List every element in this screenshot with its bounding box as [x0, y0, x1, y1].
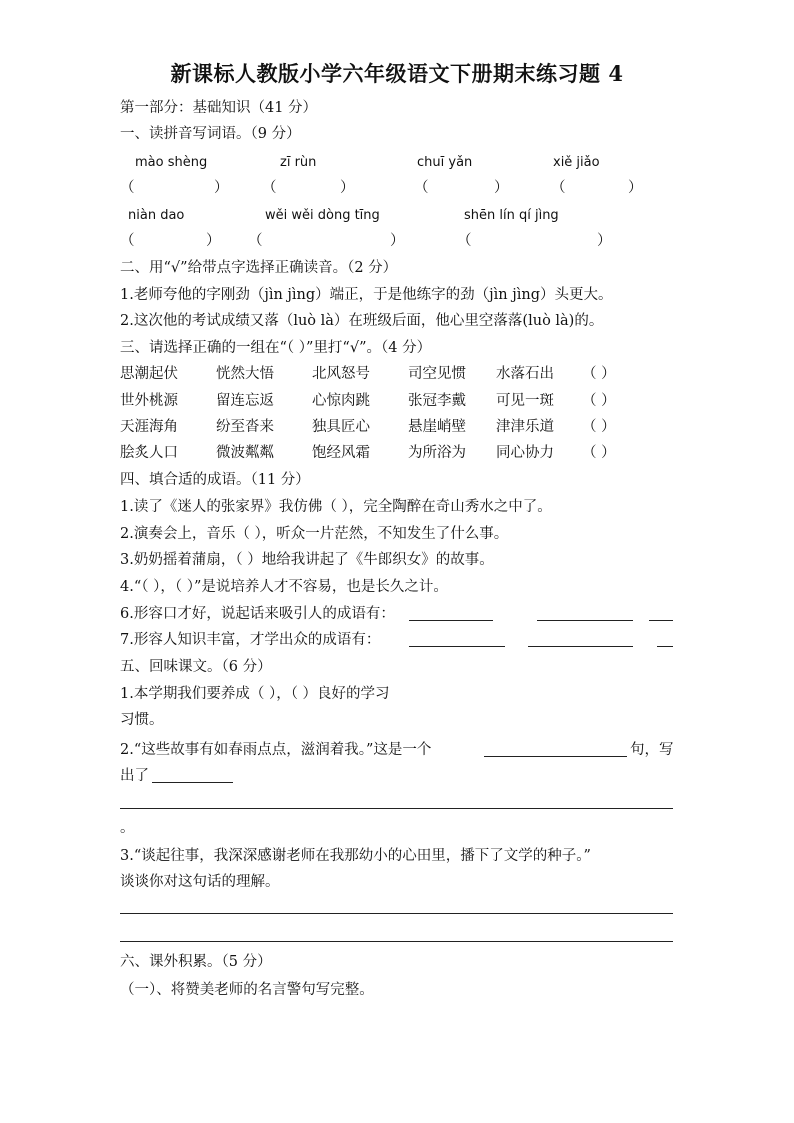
idiom: 悬崖峭壁 — [408, 419, 466, 435]
idiom: 脍炙人口 — [120, 445, 178, 461]
idiom: 微波粼粼 — [216, 445, 274, 461]
answer-box-close: ） — [628, 180, 643, 196]
idiom: 天涯海角 — [120, 419, 178, 435]
question-5-2-tail: 句，写 — [630, 742, 674, 758]
pinyin-4: xiě jiǎo — [553, 155, 600, 170]
section-6-sub: （一）、将赞美老师的名言警句写完整。 — [120, 982, 374, 998]
pinyin-1: mào shèng — [135, 155, 208, 170]
answer-rule — [120, 913, 673, 914]
page-title: 新课标人教版小学六年级语文下册期末练习题 4 — [170, 61, 624, 86]
idiom: 津津乐道 — [496, 419, 554, 435]
question-5-1: 1.本学期我们要养成（ ），（ ）良好的学习 — [120, 686, 390, 702]
idiom: 恍然大悟 — [216, 366, 274, 382]
answer-box-open: （ — [457, 233, 472, 249]
answer-box-open: （ — [120, 180, 135, 196]
answer-box-open: （ — [551, 180, 566, 196]
idiom: 思潮起伏 — [120, 366, 178, 382]
answer-box-close: ） — [214, 180, 229, 196]
question-5-1-cont: 习惯。 — [120, 712, 164, 728]
pinyin-5: niàn dao — [128, 208, 185, 223]
question-5-2: 2.“这些故事有如春雨点点，滋润着我。”这是一个 — [120, 742, 432, 758]
choice-box: （ ） — [582, 445, 616, 461]
question-4-4: 4.“（ ），（ ）”是说培养人才不容易，也是长久之计。 — [120, 579, 448, 595]
question-4-7: 7.形容人知识丰富，才学出众的成语有： — [120, 632, 381, 648]
idiom: 饱经风霜 — [312, 445, 370, 461]
pinyin-2: zī rùn — [280, 155, 317, 170]
answer-box-open: （ — [262, 180, 277, 196]
idiom: 独具匠心 — [312, 419, 370, 435]
choice-box: （ ） — [582, 366, 616, 382]
question-4-3: 3.奶奶摇着蒲扇，（ ）地给我讲起了《牛郎织女》的故事。 — [120, 552, 494, 568]
answer-box-close: ） — [340, 180, 355, 196]
choice-box: （ ） — [582, 393, 616, 409]
idiom: 司空见惯 — [408, 366, 466, 382]
question-5-2-cont: 出了 — [120, 768, 149, 784]
answer-line — [657, 632, 673, 647]
answer-rule — [120, 808, 673, 809]
idiom: 为所浴为 — [408, 445, 466, 461]
pinyin-7: shēn lín qí jìng — [464, 208, 559, 223]
question-2-1: 1.老师夸他的字刚劲（jìn jìng）端正，于是他练字的劲（jìn jìng）头更大。 — [120, 287, 613, 303]
question-4-2: 2.演奏会上，音乐（ ），听众一片茫然，不知发生了什么事。 — [120, 526, 509, 542]
part-heading: 第一部分：基础知识（41 分） — [120, 100, 318, 116]
pinyin-3: chuī yǎn — [417, 155, 473, 170]
idiom: 北风怒号 — [312, 366, 370, 382]
answer-box-close: ） — [206, 233, 221, 249]
idiom: 张冠李戴 — [408, 393, 466, 409]
idiom: 留连忘返 — [216, 393, 274, 409]
idiom: 可见一斑 — [496, 393, 554, 409]
answer-line — [484, 742, 627, 757]
answer-line — [409, 606, 493, 621]
section-3-heading: 三、请选择正确的一组在“（ ）”里打“√”。（4 分） — [120, 340, 432, 356]
section-2-heading: 二、用“√”给带点字选择正确读音。（2 分） — [120, 260, 398, 276]
idiom: 水落石出 — [496, 366, 554, 382]
answer-box-open: （ — [414, 180, 429, 196]
section-4-heading: 四、填合适的成语。（11 分） — [120, 472, 310, 488]
answer-box-open: （ — [248, 233, 263, 249]
question-4-1: 1.读了《迷人的张家界》我仿佛（ ），完全陶醉在奇山秀水之中了。 — [120, 499, 552, 515]
question-2-2: 2.这次他的考试成绩又落（luò là）在班级后面，他心里空落落(luò là)的。 — [120, 313, 604, 329]
period-mark: 。 — [120, 820, 135, 836]
section-1-heading: 一、读拼音写词语。（9 分） — [120, 126, 301, 142]
answer-box-close: ） — [390, 233, 405, 249]
answer-box-open: （ — [120, 233, 135, 249]
answer-box-close: ） — [597, 233, 612, 249]
idiom: 纷至沓来 — [216, 419, 274, 435]
section-5-heading: 五、回味课文。（6 分） — [120, 659, 272, 675]
choice-box: （ ） — [582, 419, 616, 435]
idiom: 心惊肉跳 — [312, 393, 370, 409]
pinyin-6: wěi wěi dòng tīng — [265, 208, 380, 223]
answer-line — [649, 606, 673, 621]
section-6-heading: 六、课外积累。（5 分） — [120, 954, 272, 970]
answer-box-close: ） — [494, 180, 509, 196]
idiom: 同心协力 — [496, 445, 554, 461]
idiom: 世外桃源 — [120, 393, 178, 409]
answer-line — [537, 606, 633, 621]
question-5-3-cont: 谈谈你对这句话的理解。 — [120, 874, 280, 890]
question-5-3: 3.“谈起往事，我深深感谢老师在我那幼小的心田里，播下了文学的种子。” — [120, 848, 591, 864]
answer-line — [152, 768, 233, 783]
question-4-6: 6.形容口才好，说起话来吸引人的成语有： — [120, 606, 395, 622]
answer-line — [409, 632, 505, 647]
answer-rule — [120, 941, 673, 942]
answer-line — [528, 632, 633, 647]
